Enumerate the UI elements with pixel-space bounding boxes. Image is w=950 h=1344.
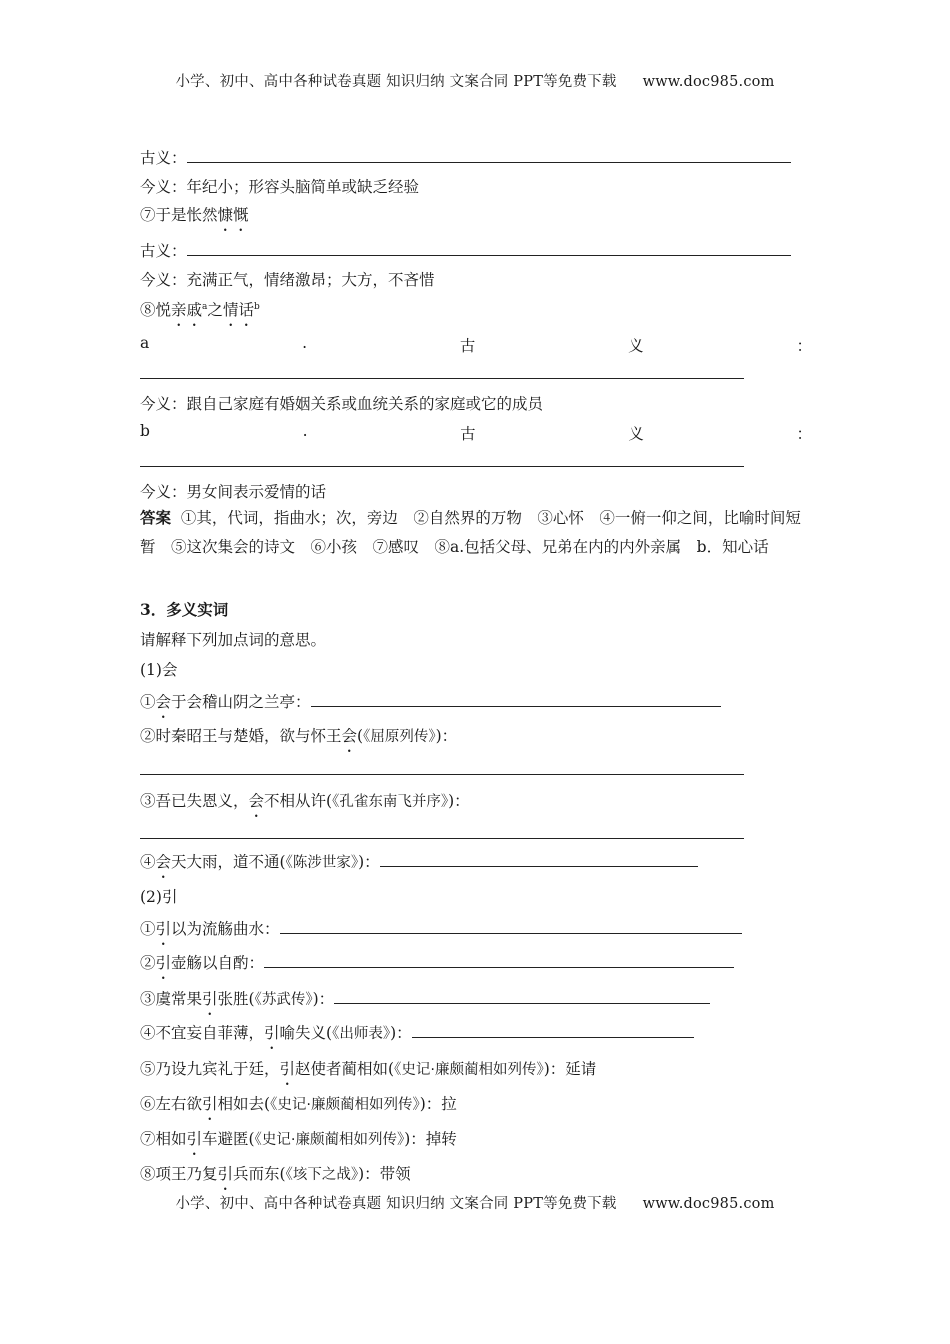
answer-blank[interactable] xyxy=(311,705,721,707)
a-gu-yi-label xyxy=(140,334,812,356)
item-text: ⑥左右欲 xyxy=(140,1095,203,1113)
q7-text: ⑦于是怅然 xyxy=(140,206,218,224)
dotted-char: 情 xyxy=(222,301,239,319)
answer-text: ①其，代词，指曲水；次，旁边 ②自然界的万物 ③心怀 ④一俯一仰之间，比喻时间短暂 ⑤这次集会的诗文 ⑥小孩 ⑦感叹 ⑧a.包括父母、兄弟在内的内外亲属 b．知心话 xyxy=(140,509,801,556)
dotted-char: 会 xyxy=(155,693,172,711)
item-text: ⑤乃设九宾礼于廷， xyxy=(140,1060,280,1078)
label-part: 古 xyxy=(460,425,476,443)
dotted-char: 引 xyxy=(186,1130,203,1148)
dotted-char: 话 xyxy=(238,301,254,319)
answer-blank[interactable] xyxy=(280,932,742,934)
source-title: 《史记·廉颇蔺相如列传》 xyxy=(394,1062,544,1078)
source-title: 《史记·廉颇蔺相如列传》 xyxy=(254,1132,405,1148)
source-title: 《出师表》 xyxy=(332,1026,391,1042)
question-7 xyxy=(140,203,249,225)
jin-yi-line: 今义：男女间表示爱情的话 xyxy=(140,483,327,501)
item-text: ⑦相如 xyxy=(140,1130,187,1148)
item-text: ① xyxy=(140,920,156,938)
item-text: 壶觞以自酌： xyxy=(171,954,265,972)
label-part: a xyxy=(140,334,150,352)
page-header xyxy=(0,70,950,91)
header-url[interactable]: www.doc985.com xyxy=(642,74,775,90)
item-text: 以为流觞曲水： xyxy=(171,920,280,938)
item-text: 赵使者蔺相如( xyxy=(295,1060,395,1078)
label-part: 义 xyxy=(628,337,644,355)
label-part: . xyxy=(302,422,308,440)
question-8 xyxy=(140,298,260,320)
item-text: 车避匿( xyxy=(202,1130,255,1148)
item-text: ⑧项王乃复 xyxy=(140,1165,218,1183)
answer-blank[interactable] xyxy=(140,838,744,839)
label-part: . xyxy=(302,334,307,352)
answer-blank[interactable] xyxy=(264,966,734,968)
hui-item-2 xyxy=(140,724,457,746)
source-title: 《屈原列传》 xyxy=(363,729,436,745)
dotted-char: 引 xyxy=(155,920,172,938)
item-text: )： xyxy=(435,727,458,745)
jin-yi-line: 今义：跟自己家庭有婚姻关系或血统关系的家庭或它的成员 xyxy=(140,395,544,413)
dotted-char: 会 xyxy=(248,792,265,810)
item-text: ① xyxy=(140,693,156,711)
answer-label: 答案 xyxy=(140,508,172,527)
hui-item-1 xyxy=(140,690,721,712)
dotted-char: 引 xyxy=(279,1060,296,1078)
item-text: ③虞常果 xyxy=(140,990,203,1008)
dotted-char: 慨 xyxy=(233,206,249,224)
yin-item-1 xyxy=(140,917,742,939)
label-part: ： xyxy=(796,337,812,355)
item-text: 喻失义( xyxy=(279,1024,333,1042)
section-title: 3．多义实词 xyxy=(140,600,229,619)
label-part: b xyxy=(140,422,150,440)
answer-blank[interactable] xyxy=(140,774,744,775)
group-head-yin: (2)引 xyxy=(140,888,178,906)
dotted-char: 引 xyxy=(202,1095,218,1113)
answer-blank[interactable] xyxy=(412,1036,694,1038)
b-gu-yi-label xyxy=(140,422,812,444)
source-title: 《史记·廉颇蔺相如列传》 xyxy=(270,1097,420,1113)
item-text: ④不宜妄自菲薄， xyxy=(140,1024,265,1042)
source-title: 《苏武传》 xyxy=(254,992,313,1008)
gu-yi-label: 古义： xyxy=(140,149,187,167)
yin-item-5 xyxy=(140,1057,596,1079)
label-part: ： xyxy=(796,425,812,443)
item-text: 兵而东( xyxy=(233,1165,286,1183)
item-text: ② xyxy=(140,954,156,972)
item-text: 相如去( xyxy=(217,1095,271,1113)
dotted-char: 会 xyxy=(341,727,358,745)
hui-item-3 xyxy=(140,789,470,811)
dotted-char: 慷 xyxy=(217,206,234,224)
item-text: ④ xyxy=(140,853,156,871)
item-text: 不相从许( xyxy=(264,792,333,810)
item-text: 张胜( xyxy=(217,990,255,1008)
dotted-char: 戚 xyxy=(186,301,203,319)
label-part: 义 xyxy=(628,425,644,443)
answer-blank[interactable] xyxy=(187,254,791,256)
yin-item-4 xyxy=(140,1021,694,1043)
item-text: )：延请 xyxy=(543,1060,597,1078)
item-text: )： xyxy=(448,792,470,810)
label-part: 古 xyxy=(459,337,476,355)
superscript-b: b xyxy=(253,301,260,312)
dotted-char: 引 xyxy=(217,1165,234,1183)
item-text: )：掉转 xyxy=(404,1130,457,1148)
group-head-hui: (1)会 xyxy=(140,661,178,679)
item-text: )：带领 xyxy=(358,1165,411,1183)
answer-blank[interactable] xyxy=(334,1002,710,1004)
answer-blank[interactable] xyxy=(140,466,744,467)
gu-yi-line xyxy=(140,146,791,168)
yin-item-6 xyxy=(140,1092,457,1114)
gu-yi-line xyxy=(140,239,791,261)
item-text: ②时秦昭王与楚婚，欲与怀王 xyxy=(140,727,342,745)
dotted-char: 引 xyxy=(155,954,172,972)
dotted-char: 引 xyxy=(264,1024,280,1042)
answer-blank[interactable] xyxy=(140,378,744,379)
item-text: ③吾已失恩义， xyxy=(140,792,249,810)
footer-text: 小学、初中、高中各种试卷真题 知识归纳 文案合同 PPT等免费下载 xyxy=(175,1196,617,1212)
dotted-char: 亲 xyxy=(171,301,187,319)
superscript-a: a xyxy=(202,301,208,312)
instruction: 请解释下列加点词的意思。 xyxy=(140,631,327,649)
footer-url[interactable]: www.doc985.com xyxy=(642,1196,775,1212)
answer-block xyxy=(140,503,812,562)
item-text: 天大雨，道不通( xyxy=(171,853,286,871)
yin-item-7 xyxy=(140,1127,457,1149)
dotted-char: 引 xyxy=(202,990,218,1008)
q8-text: ⑧悦 xyxy=(140,301,172,319)
q8-text: 之 xyxy=(207,301,223,319)
jin-yi-line: 今义：年纪小；形容头脑简单或缺乏经验 xyxy=(140,178,420,196)
source-title: 《垓下之战》 xyxy=(285,1167,359,1183)
page-footer xyxy=(0,1192,950,1213)
answer-blank[interactable] xyxy=(187,161,791,163)
jin-yi-line: 今义：充满正气，情绪激昂；大方，不吝惜 xyxy=(140,271,435,289)
item-text: ( xyxy=(357,727,364,745)
answer-blank[interactable] xyxy=(380,865,698,867)
header-text: 小学、初中、高中各种试卷真题 知识归纳 文案合同 PPT等免费下载 xyxy=(175,74,617,90)
item-text: )： xyxy=(312,990,335,1008)
gu-yi-label: 古义： xyxy=(140,242,187,260)
dotted-char: 会 xyxy=(155,853,172,871)
yin-item-2 xyxy=(140,951,734,973)
item-text: )： xyxy=(358,853,380,871)
source-title: 《孔雀东南飞并序》 xyxy=(332,794,449,810)
item-text: )： xyxy=(390,1024,412,1042)
item-text: )：拉 xyxy=(419,1095,457,1113)
source-title: 《陈涉世家》 xyxy=(285,855,359,871)
yin-item-8 xyxy=(140,1162,411,1184)
yin-item-3 xyxy=(140,987,710,1009)
hui-item-4 xyxy=(140,850,698,872)
item-text: 于会稽山阴之兰亭： xyxy=(171,693,311,711)
